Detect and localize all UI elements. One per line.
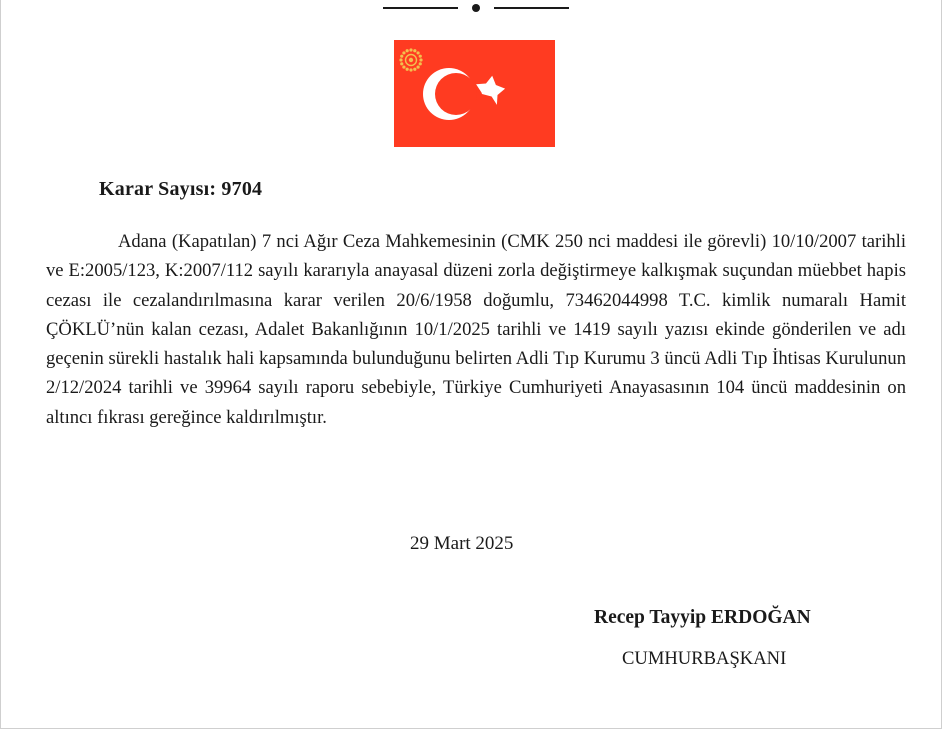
seal-star — [416, 51, 419, 54]
presidential-flag-icon — [394, 40, 555, 147]
seal-star — [400, 55, 403, 58]
seal-star — [419, 62, 422, 65]
ornament-line-left — [383, 7, 458, 9]
ornament-line-right — [494, 7, 569, 9]
signer-name: Recep Tayyip ERDOĞAN — [594, 607, 811, 628]
seal-star — [419, 58, 422, 61]
seal-star — [413, 49, 416, 52]
ornament-dot — [472, 4, 480, 12]
decision-date: 29 Mart 2025 — [410, 533, 514, 554]
decision-body-text: Adana (Kapatılan) 7 nci Ağır Ceza Mahkemesinin (CMK 250 nci maddesi ile görevli) 10/10/2007 tarihli ve E:2005/123, K:2007/112 sayılı kararıyla anayasal düzeni zorla değiştirmeye kalkışmak suçundan müebbet hapis cezası ile cezalandırılmasına karar verilen 20/6/1958 doğumlu, 73462044998 T.C. kimlik numaralı Hamit ÇÖKLÜ’nün kalan cezası, Adalet Bakanlığının 10/1/2025 tarihli ve 1419 sayılı yazısı ekinde gönderilen ve adı geçenin sürekli hastalık hali kapsamında bulunduğunu belirten Adli Tıp Kurumu 3 üncü Adli Tıp İhtisas Kurulunun 2/12/2024 tarihli ve 39964 sayılı raporu sebebiyle, Türkiye Cumhuriyeti Anayasasının 104 üncü maddesinin on altıncı fıkrası gereğince kaldırılmıştır. — [46, 231, 906, 428]
seal-star — [409, 48, 412, 51]
seal-star — [402, 51, 405, 54]
seal-star — [416, 65, 419, 68]
seal-star — [406, 68, 409, 71]
seal-star — [400, 62, 403, 65]
seal-star — [402, 65, 405, 68]
signer-title: CUMHURBAŞKANI — [622, 648, 787, 669]
decision-number: Karar Sayısı: 9704 — [99, 178, 263, 200]
seal-star — [409, 68, 412, 71]
seal-star — [419, 55, 422, 58]
seal-star — [413, 68, 416, 71]
seal-star — [399, 58, 402, 61]
seal-star — [406, 49, 409, 52]
top-ornament — [383, 4, 569, 12]
